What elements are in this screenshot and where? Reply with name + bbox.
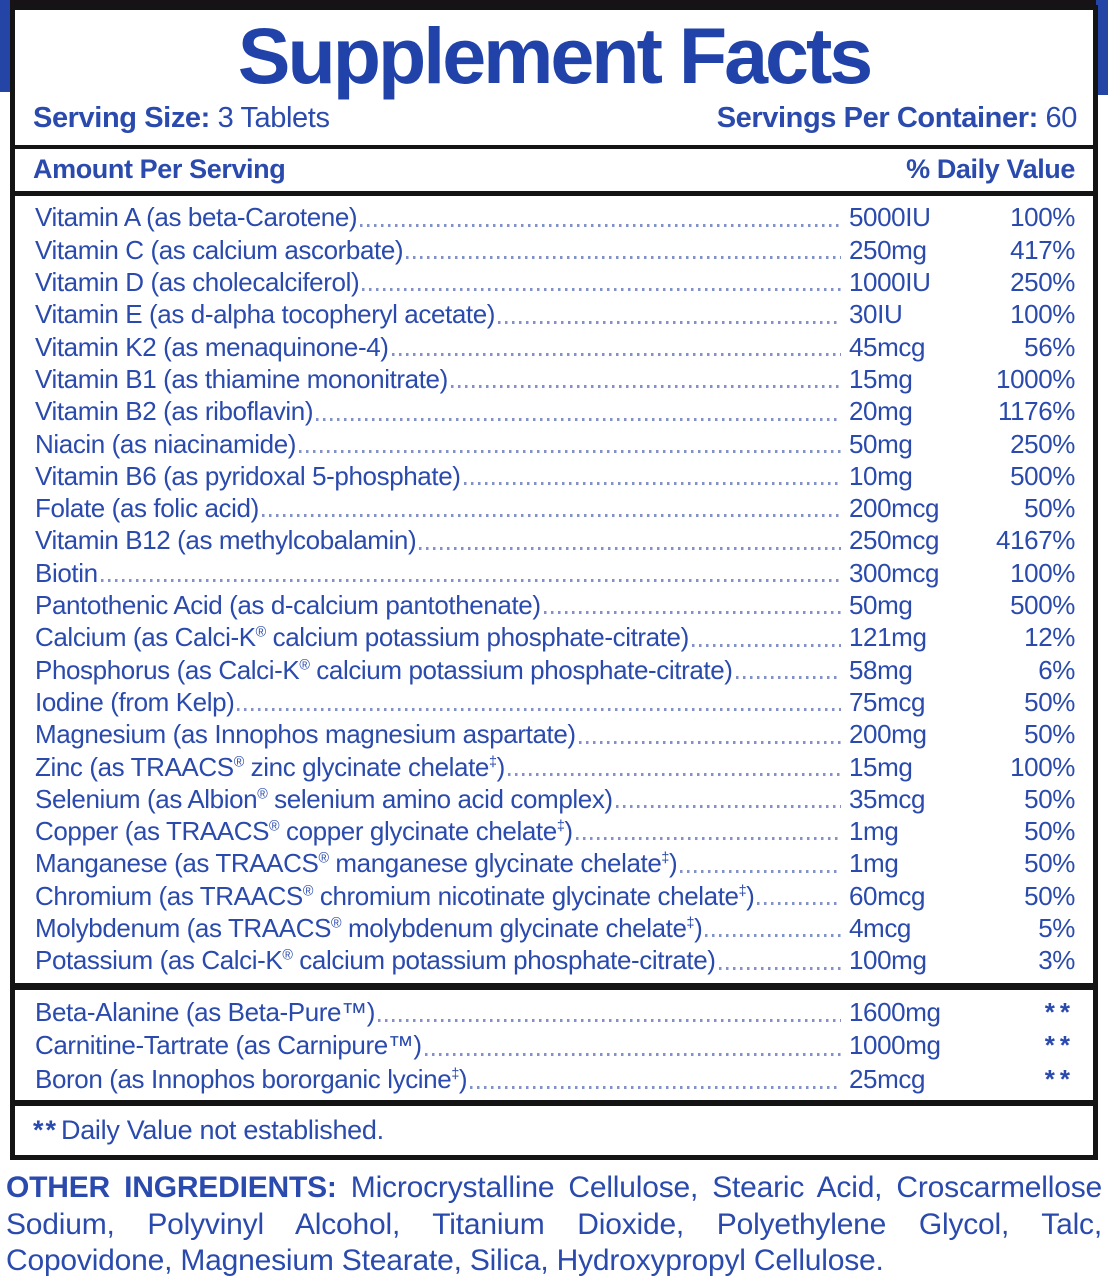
nutrient-amount: 300mcg [849,557,940,588]
nutrient-row [35,428,1075,460]
serving-size-value: 3 Tablets [217,102,330,135]
serving-size-label: Serving Size: [33,102,210,135]
nutrient-amount: 200mcg [849,493,940,524]
panel-title: Supplement Facts [237,11,871,100]
other-ingredients-label: OTHER INGREDIENTS: [6,1171,337,1204]
nutrient-name: Vitamin E (as d-alpha tocopheryl acetate) [35,299,496,330]
nutrient-daily-value: 100% [1010,751,1075,782]
dotted-leader [757,902,841,905]
nutrient-name: Beta-Alanine (as Beta-Pure™) [35,996,375,1027]
nutrient-amount: 50mg [849,428,913,459]
section-divider [15,983,1093,990]
nutrient-amount: 200mg [849,719,927,750]
dotted-leader [576,837,841,840]
nutrient-row [35,783,1075,815]
dotted-leader [464,482,841,485]
nutrient-amount: 250mcg [849,525,940,556]
dotted-leader [419,547,841,550]
dotted-leader [680,870,841,873]
nutrient-name: Chromium (as TRAACS® chromium nicotinate glycinate chelate‡) [35,880,755,911]
nutrient-row [35,1063,1075,1097]
nutrient-daily-value: 50% [1024,783,1075,814]
nutrient-amount: 5000IU [849,202,931,233]
nutrient-amount: 1000mg [849,1030,941,1061]
supplement-facts-panel [10,5,1098,1160]
nutrient-daily-value: ** [1044,996,1075,1027]
nutrient-row [35,686,1075,718]
nutrient-amount: 15mg [849,751,913,782]
nutrient-row [35,363,1075,395]
nutrient-amount: 58mg [849,654,913,685]
nutrient-name: Folate (as folic acid) [35,493,259,524]
nutrient-amount: 50mg [849,590,913,621]
nutrient-name: Magnesium (as Innophos magnesium aspartate) [35,719,576,750]
nutrient-amount: 250mg [849,234,927,265]
nutrient-row [35,815,1075,847]
nutrient-name: Copper (as TRAACS® copper glycinate chelate‡) [35,816,573,847]
nutrient-name: Vitamin B2 (as riboflavin) [35,396,314,427]
nutrient-amount: 60mcg [849,880,926,911]
nutrient-daily-value: 6% [1038,654,1075,685]
nutrient-amount: 30IU [849,299,903,330]
serving-info-row [15,100,1093,145]
amount-per-serving-header: Amount Per Serving [33,154,286,185]
nutrient-name: Niacin (as niacinamide) [35,428,297,459]
nutrient-amount: 75mcg [849,686,926,717]
dotted-leader [736,676,841,679]
dotted-leader [237,708,841,711]
nutrient-name: Phosphorus (as Calci-K® calcium potassium phosphate-citrate) [35,654,733,685]
nutrient-amount: 35mcg [849,783,926,814]
nutrient-row [35,460,1075,492]
dotted-leader [378,1019,841,1022]
nutrient-name: Vitamin C (as calcium ascorbate) [35,234,404,265]
nutrient-name: Calcium (as Calci-K® calcium potassium phosphate-citrate) [35,622,689,653]
dotted-leader [299,450,841,453]
nutrient-name: Vitamin K2 (as menaquinone-4) [35,331,389,362]
dotted-leader [508,773,841,776]
nutrient-daily-value: 50% [1024,848,1075,879]
nutrient-row [35,880,1075,912]
nutrient-daily-value: 500% [1010,460,1075,491]
daily-value-header: % Daily Value [906,154,1075,185]
nutrient-name: Vitamin D (as cholecalciferol) [35,267,360,298]
nutrient-amount: 10mg [849,460,913,491]
dotted-leader [616,805,841,808]
dotted-leader [470,1086,841,1089]
dotted-leader [719,967,841,970]
serving-size [33,102,330,135]
nutrient-name: Biotin [35,557,98,588]
nutrient-row [35,847,1075,879]
servings-per-container [717,102,1077,135]
nutrient-daily-value: 417% [1010,234,1075,265]
nutrient-amount: 4mcg [849,913,911,943]
nutrient-row [35,331,1075,363]
nutrient-name: Selenium (as Albion® selenium amino acid complex) [35,783,613,814]
nutrient-row [35,589,1075,621]
nutrient-name: Zinc (as TRAACS® zinc glycinate chelate‡) [35,751,505,782]
nutrient-row [35,1029,1075,1063]
nutrient-daily-value: 250% [1010,428,1075,459]
dotted-leader [425,1053,841,1056]
nutrient-row [35,201,1075,233]
nutrient-daily-value: 12% [1024,622,1075,653]
nutrient-name: Molybdenum (as TRAACS® molybdenum glycinate chelate‡) [35,913,703,943]
nutrient-amount: 25mcg [849,1063,926,1094]
dotted-leader [362,288,841,291]
dotted-leader [262,514,841,517]
nutrient-row [35,492,1075,524]
dotted-leader [544,611,841,614]
nutrient-amount: 1000IU [849,267,931,298]
nutrient-row [35,944,1075,976]
servings-per-container-value: 60 [1045,102,1077,135]
nutrient-amount: 1mg [849,816,899,847]
nutrient-row [35,912,1075,944]
dotted-leader [451,385,841,388]
nutrient-daily-value: 5% [1038,913,1075,943]
nutrient-daily-value: 50% [1024,816,1075,847]
nutrient-daily-value: 100% [1010,202,1075,233]
nutrient-name: Vitamin A (as beta-Carotene) [35,202,358,233]
dotted-leader [392,353,841,356]
other-ingredients [6,1170,1102,1280]
nutrient-amount: 1mg [849,848,899,879]
nutrient-row [35,266,1075,298]
nutrient-row [35,718,1075,750]
nutrient-daily-value: ** [1044,1063,1075,1094]
nutrient-daily-value: 50% [1024,719,1075,750]
nutrient-daily-value: 1176% [997,396,1075,427]
nutrient-name: Vitamin B12 (as methylcobalamin) [35,525,417,556]
nutrient-row [35,621,1075,653]
nutrient-row [35,234,1075,266]
nutrient-daily-value: 50% [1024,686,1075,717]
other-ingredients-list: Microcrystalline Cellulose, Stearic Acid, Croscarmellose Sodium, Polyvinyl Alcohol, Titanium Dioxide, Polyethylene Glycol, Talc, Copovidone, Magnesium Stearate, Silica, Hydroxypropyl Cellulose. [6,1171,1102,1277]
dotted-leader [406,256,841,259]
nutrient-row [35,654,1075,686]
footnote-text: Daily Value not established. [61,1115,384,1146]
nutrient-row [35,395,1075,427]
nutrient-daily-value: 50% [1024,493,1075,524]
nutrient-daily-value: 100% [1010,299,1075,330]
nutrient-name: Manganese (as TRAACS® manganese glycinate chelate‡) [35,848,678,879]
dotted-leader [705,934,841,937]
nutrient-name: Iodine (from Kelp) [35,686,235,717]
dotted-leader [101,579,841,582]
nutrient-row [35,524,1075,556]
botanical-rows [15,990,1093,1101]
dotted-leader [498,321,841,324]
nutrient-amount: 45mcg [849,331,926,362]
nutrient-name: Boron (as Innophos bororganic lycine‡) [35,1063,468,1094]
nutrient-daily-value: 50% [1024,880,1075,911]
nutrient-row [35,298,1075,330]
nutrient-row [35,557,1075,589]
nutrient-daily-value: ** [1044,1030,1075,1061]
nutrient-daily-value: 1000% [996,363,1075,394]
nutrient-name: Pantothenic Acid (as d-calcium pantothenate) [35,590,541,621]
nutrient-amount: 1600mg [849,996,941,1027]
dotted-leader [579,741,841,744]
nutrient-name: Carnitine-Tartrate (as Carnipure™) [35,1030,422,1061]
nutrient-amount: 20mg [849,396,913,427]
nutrient-name: Vitamin B6 (as pyridoxal 5-phosphate) [35,460,461,491]
nutrient-daily-value: 500% [1010,590,1075,621]
nutrient-name: Potassium (as Calci-K® calcium potassium phosphate-citrate) [35,945,716,976]
nutrient-daily-value: 3% [1038,945,1075,976]
nutrient-amount: 100mg [849,945,927,976]
nutrient-row [35,751,1075,783]
nutrient-amount: 15mg [849,363,913,394]
nutrient-daily-value: 100% [1010,557,1075,588]
nutrient-amount: 121mg [849,622,927,653]
dotted-leader [360,224,841,227]
nutrient-daily-value: 56% [1024,331,1075,362]
left-edge-blue-strip [0,0,10,92]
daily-value-footnote [15,1106,1093,1146]
dotted-leader [316,418,841,421]
servings-per-container-label: Servings Per Container: [716,102,1038,135]
nutrient-daily-value: 250% [1010,267,1075,298]
nutrient-rows [15,196,1093,978]
nutrient-name: Vitamin B1 (as thiamine mononitrate) [35,363,448,394]
dotted-leader [692,644,841,647]
nutrient-row [35,996,1075,1030]
nutrient-daily-value: 4167% [996,525,1075,556]
table-header-row [15,149,1093,191]
footnote-asterisks: ** [33,1115,59,1146]
